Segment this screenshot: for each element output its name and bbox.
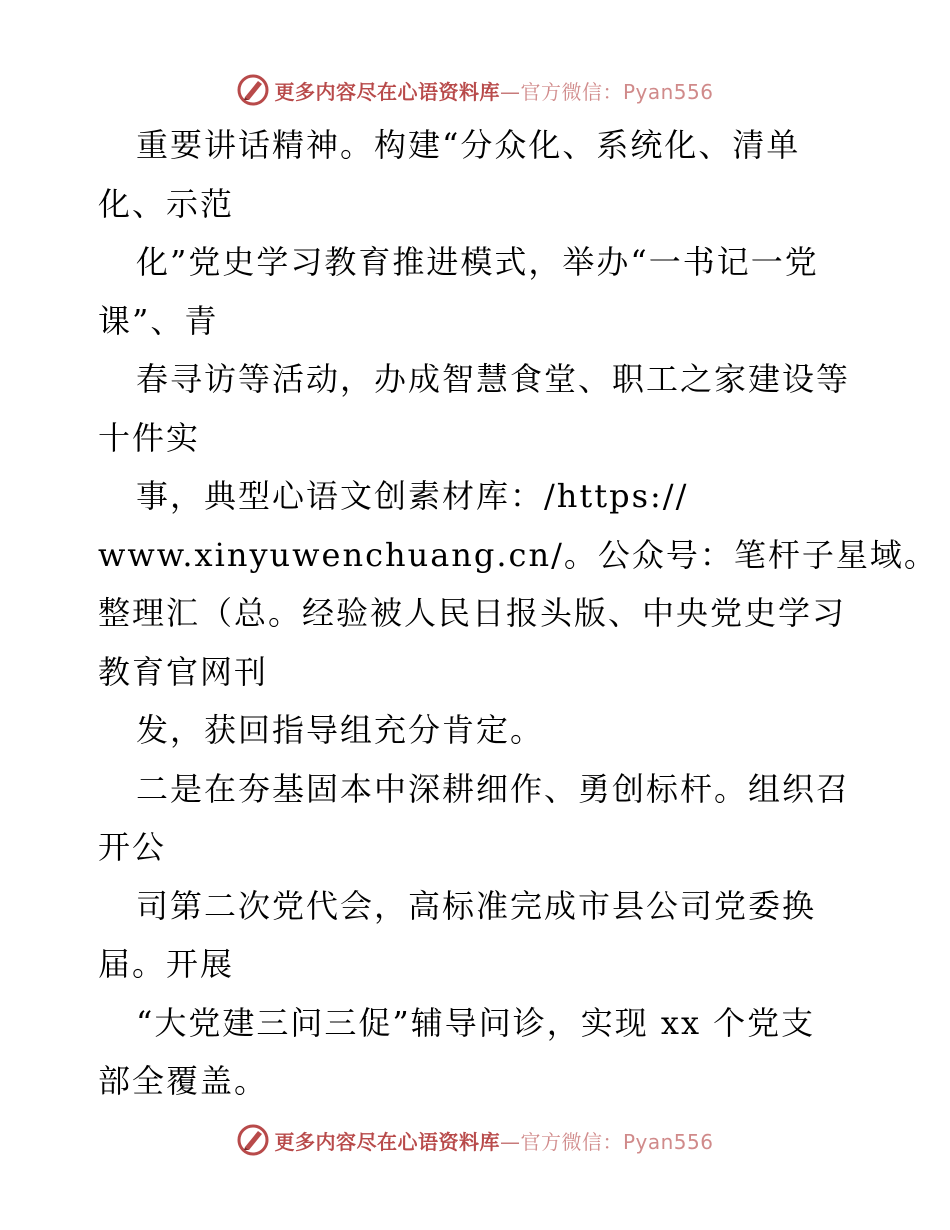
banner-wechat-text: 官方微信：Pyan556 xyxy=(520,79,714,104)
text-line: 事，典型心语文创素材库：/https:// xyxy=(136,477,689,515)
text-line: 司第二次党代会，高标准完成市县公司党委换 xyxy=(136,886,817,925)
brand-logo-icon xyxy=(236,1123,270,1157)
banner-text xyxy=(274,76,713,105)
header-banner xyxy=(0,70,950,110)
banner-main-text: 更多内容尽在心语资料库 xyxy=(274,79,500,104)
text-line: 二是在夯基固本中深耕细作、勇创标杆。组织召 xyxy=(136,769,851,808)
text-line: 开公 xyxy=(98,828,167,866)
text-line: 发，获回指导组充分肯定。 xyxy=(136,711,545,749)
banner-dash: — xyxy=(499,79,521,104)
text-line: 十件实 xyxy=(98,418,201,457)
text-line: 化”党史学习教育推进模式，举办“一书记一党 xyxy=(136,243,819,281)
text-line: “大党建三问三促”辅导问诊，实现 xx 个党支 xyxy=(136,1003,816,1042)
text-line: www.xinyuwenchuang.cn/。公众号：笔杆子星域。 xyxy=(98,535,938,574)
footer-banner xyxy=(0,1120,950,1160)
text-line: 部全覆盖。 xyxy=(98,1062,269,1100)
document-body xyxy=(98,116,938,1111)
banner-text xyxy=(274,1126,713,1155)
text-line: 届。开展 xyxy=(98,945,235,983)
brand-logo-icon xyxy=(236,73,270,107)
text-line: 教育官网刊 xyxy=(98,652,269,691)
banner-main-text: 更多内容尽在心语资料库 xyxy=(274,1129,500,1154)
text-line: 重要讲话精神。构建“分众化、系统化、清单 xyxy=(136,126,801,164)
banner-dash: — xyxy=(499,1129,521,1154)
text-line: 春寻访等活动，办成智慧食堂、职工之家建设等 xyxy=(136,360,851,398)
text-line: 整理汇（总。经验被人民日报头版、中央党史学习 xyxy=(98,594,847,632)
text-line: 课”、青 xyxy=(98,301,219,340)
banner-wechat-text: 官方微信：Pyan556 xyxy=(520,1129,714,1154)
text-line: 化、示范 xyxy=(98,184,235,223)
